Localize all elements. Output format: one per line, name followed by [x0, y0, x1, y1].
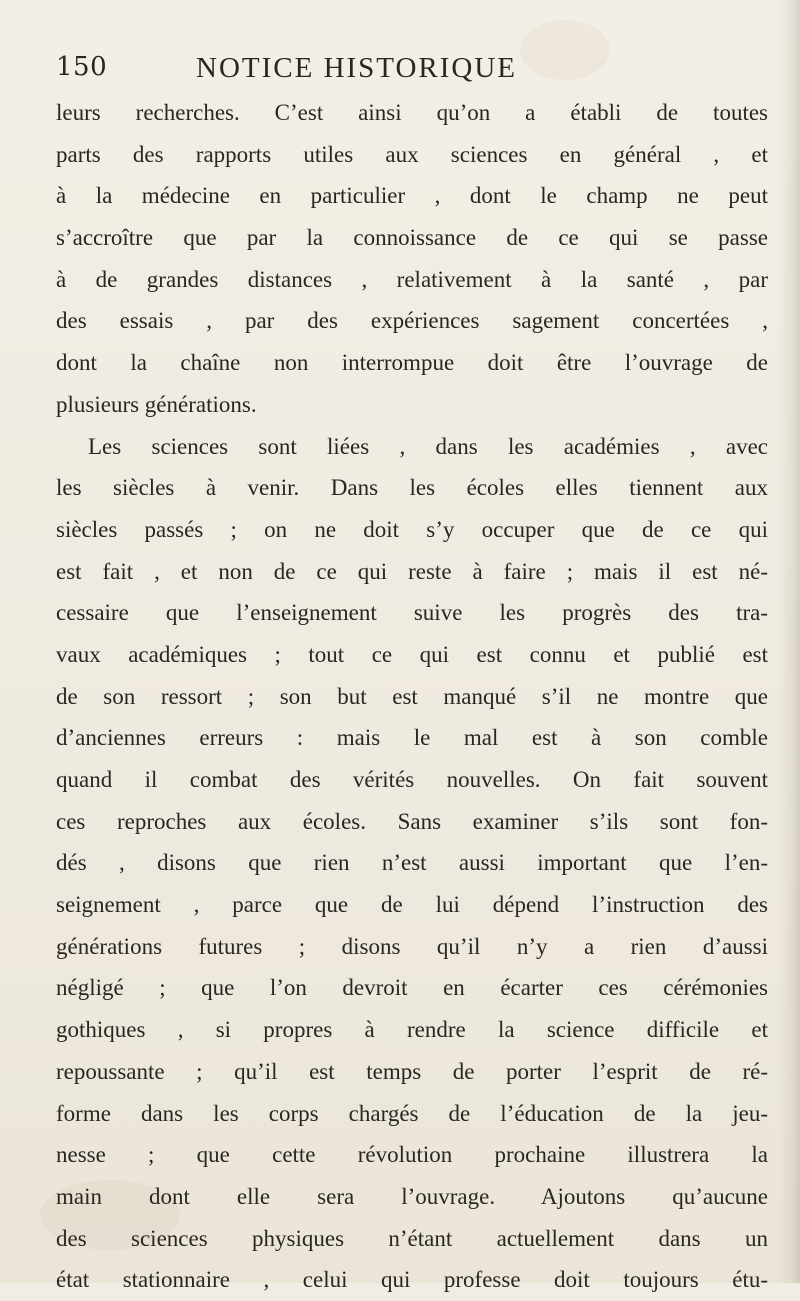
- text-line: à la médecine en particulier , dont le champ ne peut: [56, 183, 768, 209]
- text-line: à de grandes distances , relativement à la santé , par: [56, 266, 768, 292]
- running-head: NOTICE HISTORIQUE: [196, 52, 518, 84]
- paragraph-1: [56, 92, 768, 426]
- text-line: de son ressort ; son but est manqué s’il ne montre que: [56, 683, 768, 709]
- body-text: [56, 92, 768, 1301]
- text-line: leurs recherches. C’est ainsi qu’on a établi de toutes: [56, 100, 768, 125]
- text-line: nesse ; que cette révolution prochaine illustrera la: [56, 1142, 768, 1168]
- text-line: parts des rapports utiles aux sciences en général , et: [56, 141, 768, 167]
- text-line: d’anciennes erreurs : mais le mal est à son comble: [56, 725, 768, 751]
- text-line: ces reproches aux écoles. Sans examiner s’ils sont fon-: [56, 808, 768, 834]
- text-line: les siècles à venir. Dans les écoles elles tiennent aux: [56, 475, 768, 501]
- text-line: siècles passés ; on ne doit s’y occuper que de ce qui: [56, 516, 768, 542]
- text-line: des essais , par des expériences sagement concertées ,: [56, 308, 768, 334]
- paragraph-2: [56, 426, 768, 1301]
- text-line: s’accroître que par la connoissance de ce qui se passe: [56, 225, 768, 251]
- page-number: 150: [56, 52, 108, 82]
- page-header: [56, 52, 756, 92]
- text-line: seignement , parce que de lui dépend l’instruction des: [56, 892, 768, 918]
- text-line: négligé ; que l’on devroit en écarter ces cérémonies: [56, 975, 768, 1001]
- text-line: Les sciences sont liées , dans les académies , avec: [88, 433, 768, 459]
- text-line: est fait , et non de ce qui reste à faire ; mais il est né-: [56, 558, 768, 584]
- text-line: des sciences physiques n’étant actuellement dans un: [56, 1225, 768, 1251]
- text-line: générations futures ; disons qu’il n’y a rien d’aussi: [56, 933, 768, 959]
- text-line: quand il combat des vérités nouvelles. On fait souvent: [56, 767, 768, 792]
- text-line: état stationnaire , celui qui professe doit toujours étu-: [56, 1267, 768, 1293]
- text-line: dont la chaîne non interrompue doit être l’ouvrage de: [56, 350, 768, 376]
- page-gutter-shadow: [778, 0, 800, 1283]
- text-line: cessaire que l’enseignement suive les progrès des tra-: [56, 600, 768, 626]
- text-line: repoussante ; qu’il est temps de porter l’esprit de ré-: [56, 1058, 768, 1084]
- text-line: vaux académiques ; tout ce qui est connu et publié est: [56, 641, 768, 667]
- text-line: gothiques , si propres à rendre la science difficile et: [56, 1017, 768, 1043]
- text-line: dés , disons que rien n’est aussi important que l’en-: [56, 850, 768, 876]
- text-line: plusieurs générations.: [56, 391, 257, 417]
- text-line: main dont elle sera l’ouvrage. Ajoutons qu’aucune: [56, 1183, 768, 1209]
- text-line: forme dans les corps chargés de l’éducation de la jeu-: [56, 1100, 768, 1126]
